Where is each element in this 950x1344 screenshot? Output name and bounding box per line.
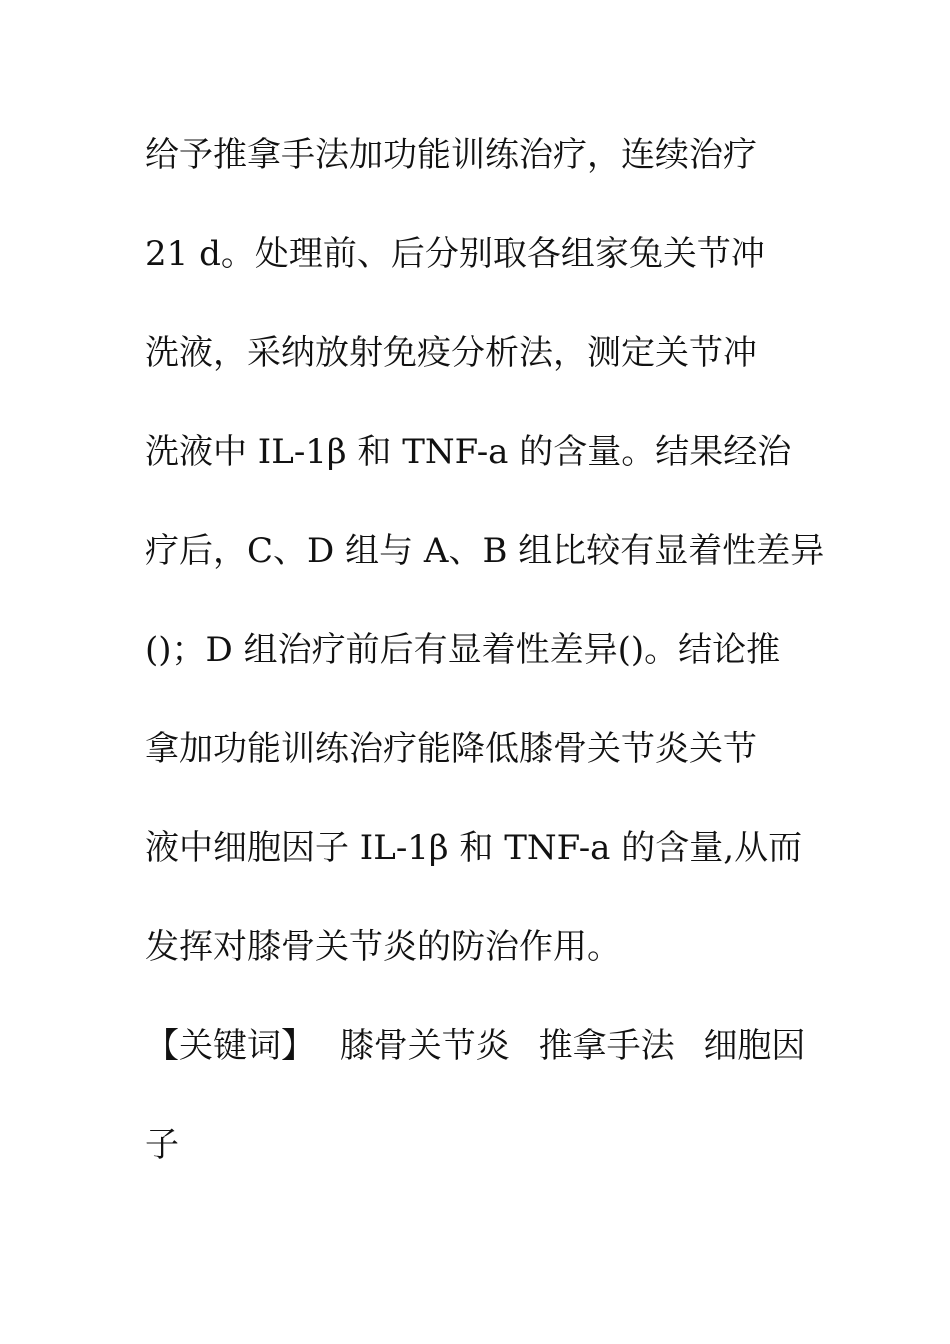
abstract-line: 21 d。处理前、后分别取各组家兔关节冲	[145, 234, 765, 274]
abstract-line: 发挥对膝骨关节炎的防治作用。	[145, 927, 621, 967]
abstract-body	[145, 127, 825, 1216]
keyword-item: 膝骨关节炎	[339, 1026, 510, 1066]
abstract-line: 给予推拿手法加功能训练治疗，连续治疗	[145, 135, 757, 175]
keywords-label: 【关键词】	[145, 1026, 315, 1066]
keywords-line	[145, 1018, 825, 1117]
keyword-continuation: 子	[145, 1125, 179, 1165]
abstract-line: 洗液中 IL-1β 和 TNF-a 的含量。结果经治	[145, 432, 792, 472]
keyword-item: 推拿手法	[538, 1026, 675, 1066]
abstract-line: ()；D 组治疗前后有显着性差异()。结论推	[145, 630, 781, 670]
abstract-line: 液中细胞因子 IL-1β 和 TNF-a 的含量,从而	[145, 828, 803, 868]
abstract-line: 疗后，C、D 组与 A、B 组比较有显着性差异	[145, 531, 825, 571]
abstract-line: 洗液，采纳放射免疫分析法，测定关节冲	[145, 333, 757, 373]
abstract-line: 拿加功能训练治疗能降低膝骨关节炎关节	[145, 729, 757, 769]
keywords-continuation-line	[145, 1117, 825, 1216]
keyword-item: 细胞因	[703, 1026, 806, 1066]
